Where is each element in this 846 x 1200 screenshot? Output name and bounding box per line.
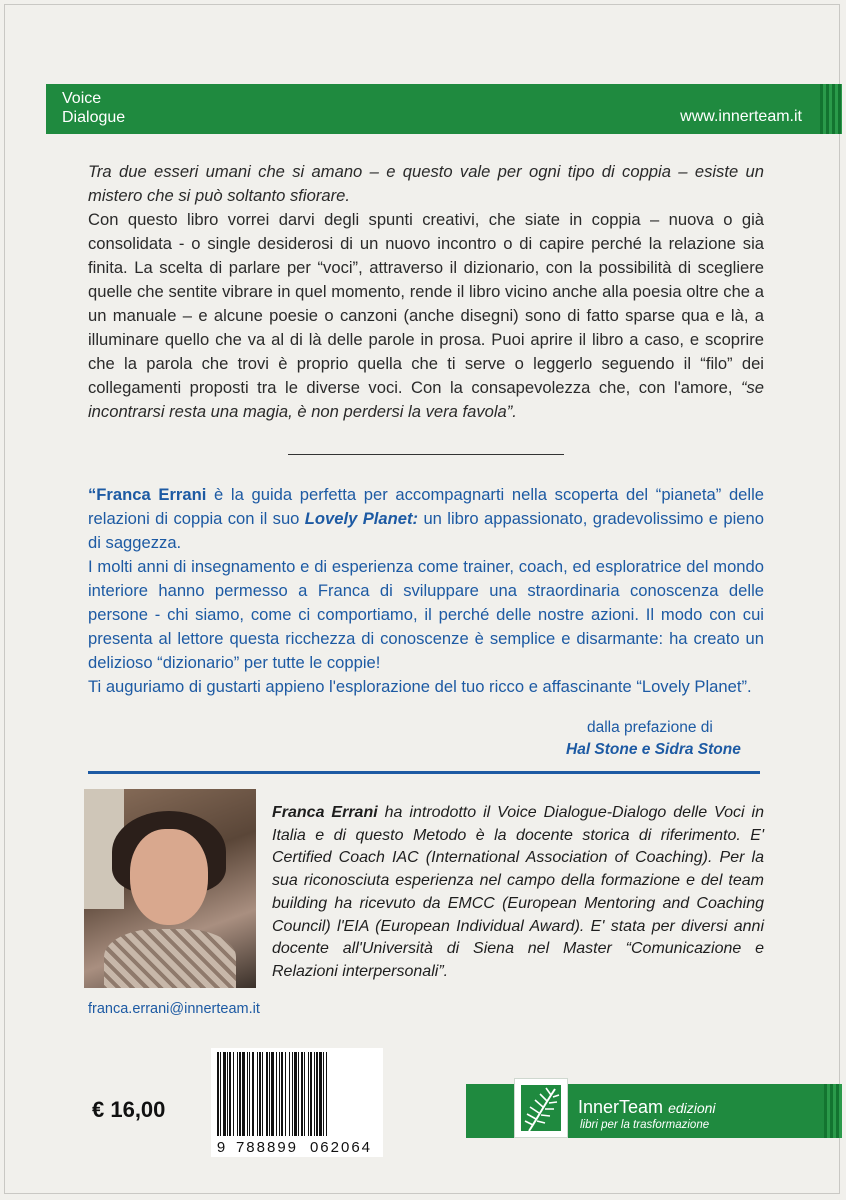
- brand-line-1: Voice: [62, 90, 102, 107]
- publisher-stripe: [824, 1084, 842, 1138]
- fern-leaf-shape: [515, 1079, 567, 1137]
- publisher-edition: edizioni: [668, 1100, 716, 1116]
- preface-author-name: Franca Errani: [96, 485, 207, 504]
- photo-scarf: [104, 929, 236, 988]
- intro-text: [88, 160, 764, 424]
- bio-text: ha introdotto il Voice Dialogue-Dialogo delle Voci in Italia e di questo Metodo è la docente storica di riferimento. E' Certified Coach IAC (International Association of Coaching). Per la sua riconosciuta esperienza nel campo della formazione e del team building ha ricevuto da EMCC (European Mentoring and Coaching Council) l'EIA (European Individual Award). E' stata per diversi anni docente all'Università di Siena nel Master “Comunicazione e Relazioni interpersonali”.: [272, 804, 765, 980]
- intro-opening: Tra due esseri umani che si amano – e questo vale per ogni tipo di coppia – esiste un mistero che si può soltanto sfiorare.: [88, 162, 764, 205]
- author-email[interactable]: franca.errani@innerteam.it: [88, 1001, 260, 1017]
- preface-attribution-names: Hal Stone e Sidra Stone: [566, 741, 741, 758]
- intro-closing-quote: “se incontrarsi resta una magia, è non perdersi la vera favola”.: [88, 378, 764, 421]
- publisher-tagline: libri per la trasformazione: [580, 1119, 710, 1131]
- preface-attribution: dalla prefazione di: [587, 719, 713, 736]
- barcode-digits: [211, 1138, 383, 1157]
- preface-text-a: è la guida perfetta per accompagnarti nella scoperta del “pianeta” delle relazioni di coppia con il suo: [88, 485, 765, 528]
- preface-paragraph-3: Ti auguriamo di gustarti appieno l'esplorazione del tuo ricco e affascinante “Lovely Planet”.: [88, 677, 752, 696]
- header-band: [46, 84, 842, 134]
- publisher-name: [578, 1097, 716, 1118]
- fern-leaf-icon: [514, 1078, 568, 1138]
- section-divider: [88, 771, 760, 774]
- preface-paragraph-2: I molti anni di insegnamento e di esperienza come trainer, coach, ed esploratrice del mondo interiore hanno permesso a Franca di sviluppare una straordinaria conoscenza delle persone - chi siamo, come ci comportiamo, il perché delle nostre azioni. Il modo con cui presenta al lettore questa ricchezza di conoscenze è semplice e disarmante: ha creato un delizioso “dizionario” per tutte le coppie!: [88, 557, 764, 672]
- barcode-digit-prefix: 9: [216, 1139, 226, 1156]
- separator-line: [288, 454, 564, 455]
- author-photo: [84, 789, 256, 988]
- website-url: www.innerteam.it: [680, 108, 802, 125]
- header-stripe: [820, 84, 842, 134]
- bio-name: Franca Errani: [272, 804, 378, 821]
- brand-voice-dialogue: [62, 89, 125, 127]
- intro-body: [88, 208, 764, 424]
- open-quote: “: [88, 485, 97, 504]
- brand-line-2: Dialogue: [62, 109, 126, 126]
- publisher-name-text: InnerTeam: [578, 1097, 664, 1117]
- preface-text-b: un libro appassionato, gradevolissimo e pieno di saggezza.: [88, 509, 764, 552]
- barcode-bars: [211, 1048, 383, 1138]
- barcode-digits-right: 062064: [309, 1139, 373, 1156]
- book-title: Lovely Planet:: [304, 509, 419, 528]
- intro-body-text: Con questo libro vorrei darvi degli spunti creativi, che siate in coppia – nuova o già consolidata - o single desiderosi di un nuovo incontro o di capire perché la relazione sia finita. La scelta di parlare per “voci”, attraverso il dizionario, con la possibilità di scegliere quelle che sentite vibrare in quel momento, rende il libro vicino anche alla poesia oltre che a un manuale – e alcune poesie o canzoni (anche disegni) sono di fatto sparse qua e là, a illuminare quello che va al di là delle parole in prosa. Puoi aprire il libro a caso, e scoprire che la parola che trovi è proprio quella che ti serve o leggerlo seguendo il “filo” dei collegamenti proposti tra le diverse voci. Con la consapevolezza che, con l'amore,: [88, 210, 764, 397]
- author-bio: [272, 802, 764, 984]
- photo-face: [130, 829, 208, 925]
- price: € 16,00: [92, 1097, 166, 1122]
- barcode: [211, 1048, 383, 1138]
- preface-quote: [88, 483, 764, 699]
- preface-paragraph-1: [88, 483, 764, 555]
- barcode-digits-left: 788899: [235, 1139, 299, 1156]
